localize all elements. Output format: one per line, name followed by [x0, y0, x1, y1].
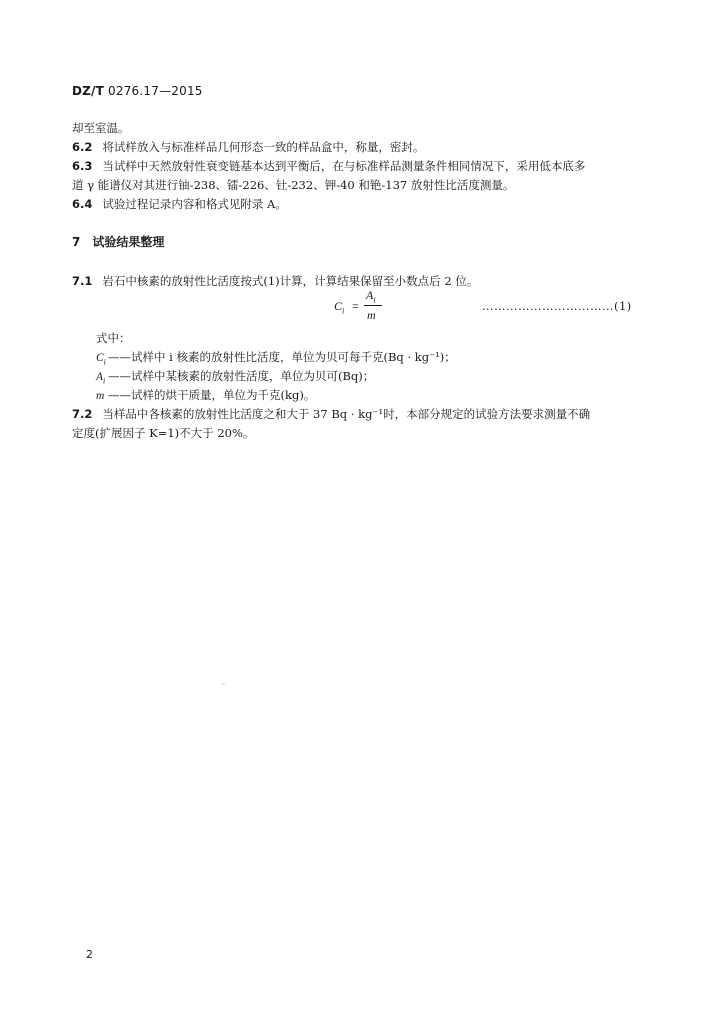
definition-m	[96, 387, 676, 404]
section-title: 试验结果整理	[92, 235, 165, 249]
clause-text: 岩石中核素的放射性比活度按式(1)计算，计算结果保留至小数点后 2 位。	[102, 274, 479, 288]
clause-text: 试验过程记录内容和格式见附录 A。	[102, 197, 287, 211]
clause-text: 当试样中天然放射性衰变链基本达到平衡后，在与标准样品测量条件相同情况下，采用低本底多	[102, 159, 586, 173]
definition-text: ——试样的烘干质量，单位为千克(kg)。	[108, 388, 316, 402]
formula-numerator: $A_i$	[366, 288, 376, 305]
clause-text: 当样品中各核素的放射性比活度之和大于 37 Bq · kg⁻¹时，本部分规定的试验方法要求测量不确	[102, 407, 591, 421]
standard-prefix: DZ/T	[72, 84, 105, 98]
clause-text: 将试样放入与标准样品几何形态一致的样品盒中，称量，密封。	[102, 140, 425, 154]
scan-speck	[221, 683, 225, 685]
section-number: 7	[72, 235, 81, 249]
definition-symbol: $A_i$	[96, 371, 106, 386]
formula-1	[334, 288, 384, 324]
clause-6-3-continuation: 道 γ 能谱仪对其进行铀-238、镭-226、钍-232、钾-40 和铯-137 放射性比活度测量。	[72, 178, 515, 192]
clause-7-2	[72, 406, 652, 422]
section-heading	[72, 233, 164, 250]
clause-6-4	[72, 196, 652, 212]
formula-denominator: m	[367, 308, 376, 322]
clause-6-3	[72, 158, 652, 174]
page-number: 2	[86, 948, 93, 961]
clause-number: 6.3	[72, 159, 93, 173]
formula-number: ……………………………(1)	[482, 299, 632, 313]
clause-7-1	[72, 273, 652, 289]
clause-6-2	[72, 139, 652, 155]
fraction-bar	[364, 305, 382, 306]
clause-number: 7.2	[72, 407, 93, 421]
where-label: 式中：	[96, 331, 131, 345]
definition-symbol: m	[96, 390, 105, 402]
clause-number: 7.1	[72, 274, 93, 288]
clause-number: 6.2	[72, 140, 93, 154]
clause-number: 6.4	[72, 197, 93, 211]
formula-lhs: $C_i$	[334, 299, 345, 316]
definition-text: ——试样中 i 核素的放射性比活度，单位为贝可每千克(Bq · kg⁻¹)；	[108, 350, 456, 364]
standard-number: 0276.17—2015	[108, 84, 203, 98]
standard-identifier	[72, 84, 203, 98]
clause-7-2-continuation: 定度(扩展因子 K=1)不大于 20%。	[72, 426, 255, 440]
continuation-text: 却至室温。	[72, 121, 130, 135]
formula-equals: =	[352, 299, 359, 313]
definition-text: ——试样中某核素的放射性活度，单位为贝可(Bq)；	[108, 369, 375, 383]
definition-symbol: $C_i$	[96, 352, 106, 367]
